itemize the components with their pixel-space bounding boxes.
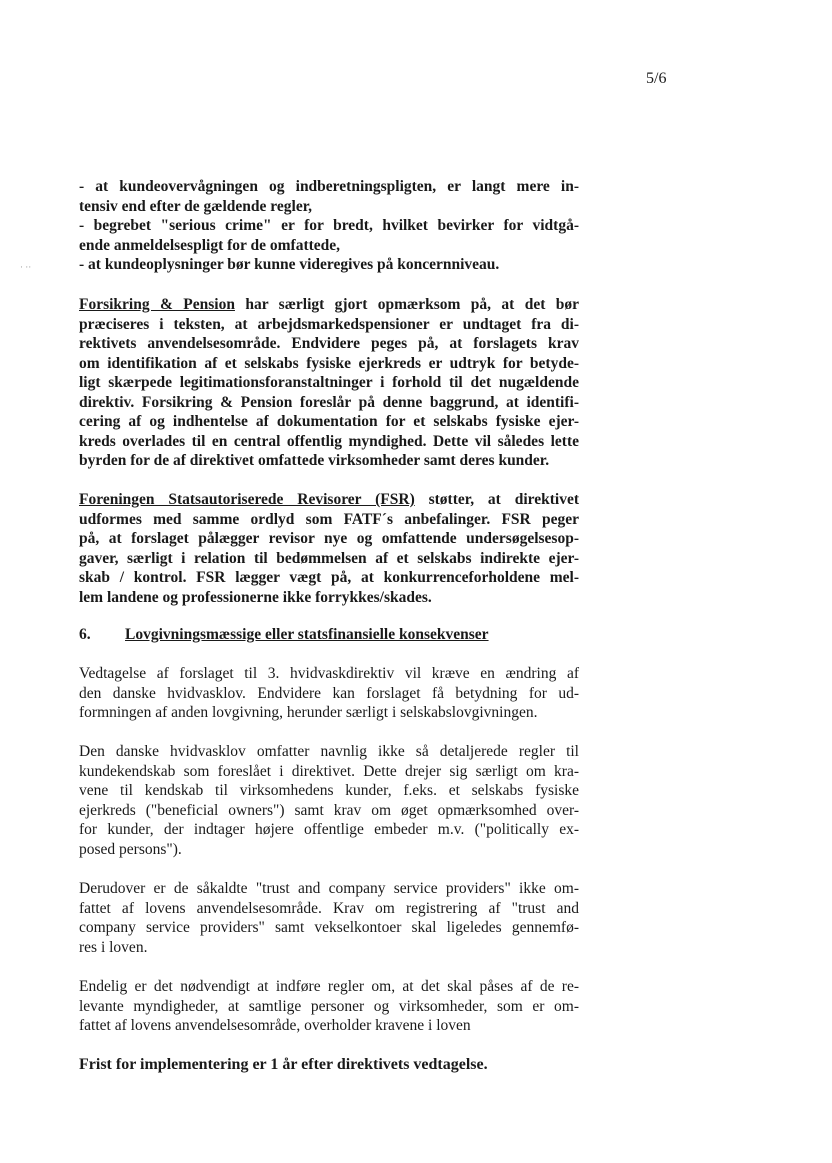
bullet-line: - at kundeoplysninger bør kunne videregives på koncernniveau.: [79, 256, 500, 273]
bullet-line: - begrebet "serious crime" er for bredt, hvilket bevirker for vidtgå-: [79, 217, 579, 234]
paragraph-1: [79, 664, 579, 723]
scan-mark: · ··: [20, 262, 32, 272]
paragraph-line: udformes med samme ordlyd som FATF´s anbefalinger. FSR peger: [79, 510, 579, 528]
paragraph-line: cering af og indhentelse af dokumentation for et selskabs fysiske ejer-: [79, 413, 579, 430]
paragraph-3: [79, 879, 579, 957]
paragraph-line: Endelig er det nødvendigt at indføre regler om, at det skal påses af de re-: [79, 978, 579, 995]
paragraph-line: på, at forslaget pålægger revisor nye og omfattende undersøgelsesop-: [79, 530, 579, 547]
paragraph-line: direktiv. Forsikring & Pension foreslår på denne baggrund, at identifi-: [79, 393, 579, 411]
paragraph-line: company service providers" samt vekselkontoer skal ligeledes gennemfø-: [79, 919, 579, 936]
paragraph-fsr: [79, 490, 579, 607]
paragraph-line: Derudover er de såkaldte "trust and company service providers" ikke om-: [79, 880, 579, 897]
paragraph-line: fattet af lovens anvendelsesområde. Krav om registrering af "trust and: [79, 899, 579, 917]
paragraph-line: rektivets anvendelsesområde. Endvidere peges på, at forslagets krav: [79, 335, 579, 352]
paragraph-line: levante myndigheder, at samtlige personer og virksomheder, som er om-: [79, 997, 579, 1015]
section-title: Lovgivningsmæssige eller statsfinansielle konsekvenser: [125, 626, 489, 643]
paragraph-line: fattet af lovens anvendelsesområde, overholder kravene i loven: [79, 1017, 471, 1034]
paragraph-line: formningen af anden lovgivning, herunder særligt i selskabslovgivningen.: [79, 704, 538, 721]
paragraph-line: kreds overlades til en central offentlig myndighed. Dette vil således lette: [79, 432, 579, 450]
final-note: Frist for implementering er 1 år efter direktivets vedtagelse.: [79, 1056, 488, 1073]
paragraph-line: Forsikring & Pension har særligt gjort opmærksom på, at det bør: [79, 296, 579, 313]
paragraph-line: ligt skærpede legitimationsforanstaltninger i forhold til det nugældende: [79, 374, 579, 391]
paragraph-4: [79, 977, 579, 1036]
paragraph-line: ejerkreds ("beneficial owners") samt krav om øget opmærksomhed over-: [79, 801, 579, 819]
page-number: 5/6: [646, 70, 667, 87]
org-name: Forsikring & Pension: [79, 296, 235, 313]
paragraph-forsikring-pension: [79, 295, 579, 471]
paragraph-line: Foreningen Statsautoriserede Revisorer (FSR) støtter, at direktivet: [79, 491, 579, 508]
paragraph-line: gaver, særligt i relation til bedømmelsen af et selskabs indirekte ejer-: [79, 549, 579, 567]
paragraph-line: Vedtagelse af forslaget til 3. hvidvaskdirektiv vil kræve en ændring af: [79, 665, 579, 682]
bullet-line: - at kundeovervågningen og indberetningspligten, er langt mere in-: [79, 178, 579, 195]
paragraph-line: byrden for de af direktivet omfattede virksomheder samt deres kunder.: [79, 452, 550, 469]
section-number: 6.: [79, 626, 91, 643]
paragraph-line: den danske hvidvasklov. Endvidere kan forslaget få betydning for ud-: [79, 684, 579, 702]
paragraph-line: for kunder, der indtager højere offentlige embeder m.v. ("politically ex-: [79, 821, 579, 838]
paragraph-line: lem landene og professionerne ikke forrykkes/skades.: [79, 588, 432, 606]
paragraph-line: vene til kendskab til virksomhedens kunder, f.eks. et selskabs fysiske: [79, 782, 579, 799]
paragraph-line: præciseres i teksten, at arbejdsmarkedspensioner er undtaget fra di-: [79, 315, 579, 333]
section-heading: [79, 626, 489, 644]
paragraph-line: skab / kontrol. FSR lægger vægt på, at konkurrenceforholdene mel-: [79, 569, 579, 586]
paragraph-line: posed persons").: [79, 840, 182, 858]
org-name: Foreningen Statsautoriserede Revisorer (FSR): [79, 491, 415, 508]
bullet-line: ende anmeldelsespligt for de omfattede,: [79, 236, 341, 254]
paragraph-line: res i loven.: [79, 938, 148, 956]
bullet-list: [79, 177, 579, 275]
paragraph-line: Den danske hvidvasklov omfatter navnlig ikke så detaljerede regler til: [79, 743, 579, 760]
bullet-line: tensiv end efter de gældende regler,: [79, 197, 313, 215]
paragraph-line: om identifikation af et selskabs fysiske ejerkreds er udtryk for betyde-: [79, 354, 579, 372]
paragraph-2: [79, 742, 579, 859]
paragraph-line: kundekendskab som foreslået i direktivet. Dette drejer sig særligt om kra-: [79, 762, 579, 780]
